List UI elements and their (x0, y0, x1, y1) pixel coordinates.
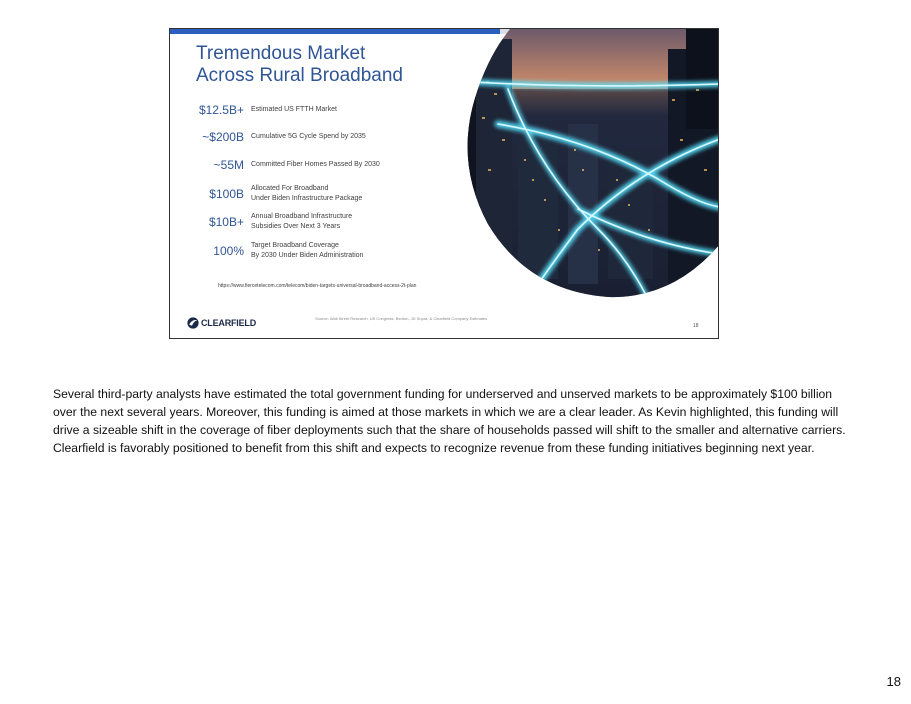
stat-desc-line-1: Annual Broadband Infrastructure (251, 213, 353, 220)
stat-description (251, 152, 380, 178)
slide-title-line-2: Across Rural Broadband (196, 65, 403, 86)
stat-description (251, 97, 337, 123)
stat-row (170, 152, 470, 178)
stat-row (170, 238, 470, 264)
stat-desc-line-2: Under Biden Infrastructure Package (251, 195, 363, 202)
stat-desc-line-2: By 2030 Under Biden Administration (251, 252, 364, 259)
source-link[interactable]: https://www.fiercetelecom.com/telecom/biden-targets-universal-broadband-access-2t-plan (218, 283, 417, 289)
stat-value: ~55M (213, 158, 244, 172)
stat-value: $10B+ (208, 215, 244, 229)
stat-desc-line-1: Target Broadband Coverage (251, 242, 339, 249)
stat-row (170, 97, 470, 123)
stat-row (170, 181, 470, 207)
stat-value: ~$200B (202, 130, 244, 144)
stat-desc-line-1: Committed Fiber Homes Passed By 2030 (251, 161, 380, 168)
slide-frame (169, 28, 719, 339)
clearfield-logo-icon (187, 317, 199, 329)
stat-desc-line-1: Cumulative 5G Cycle Spend by 2035 (251, 133, 366, 140)
logo-text: CLEARFIELD (201, 318, 256, 328)
page-number: 18 (886, 674, 901, 689)
stat-value: 100% (213, 244, 244, 258)
stat-desc-line-1: Allocated For Broadband (251, 185, 329, 192)
source-note: Source: Wall Street Research, US Congress, Benton, JD Supra, & Clearfield Company Estimates (315, 316, 488, 321)
slide-title (196, 43, 403, 87)
stat-desc-line-2: Subsidies Over Next 3 Years (251, 223, 341, 230)
stat-value: $100B (209, 187, 244, 201)
stat-value: $12.5B+ (198, 103, 244, 117)
stat-row (170, 209, 470, 235)
slide-number: 18 (693, 323, 699, 329)
stat-description (251, 181, 362, 207)
stat-description (251, 124, 366, 150)
slide-top-bar-accent (170, 29, 500, 34)
slide-title-line-1: Tremendous Market (196, 43, 366, 64)
stat-description (251, 238, 363, 264)
stat-row (170, 124, 470, 150)
stat-description (251, 209, 352, 235)
city-fiber-image (458, 29, 719, 339)
narrative-text: Several third-party analysts have estimated the total government funding for underserved and unserved markets to be approximately $100 billion over the next several years. Moreover, this funding is aimed at those markets in which we are a clear leader. As Kevin highlighted, this funding will drive a sizeable shift in the coverage of fiber deployments such that the share of households passed will shift to the smaller and alternative carriers. Clearfield is favorably positioned to benefit from this shift and expects to recognize revenue from these funding initiatives beginning next year. (53, 387, 846, 455)
stat-desc-line-1: Estimated US FTTH Market (251, 106, 337, 113)
clearfield-logo (187, 317, 256, 329)
